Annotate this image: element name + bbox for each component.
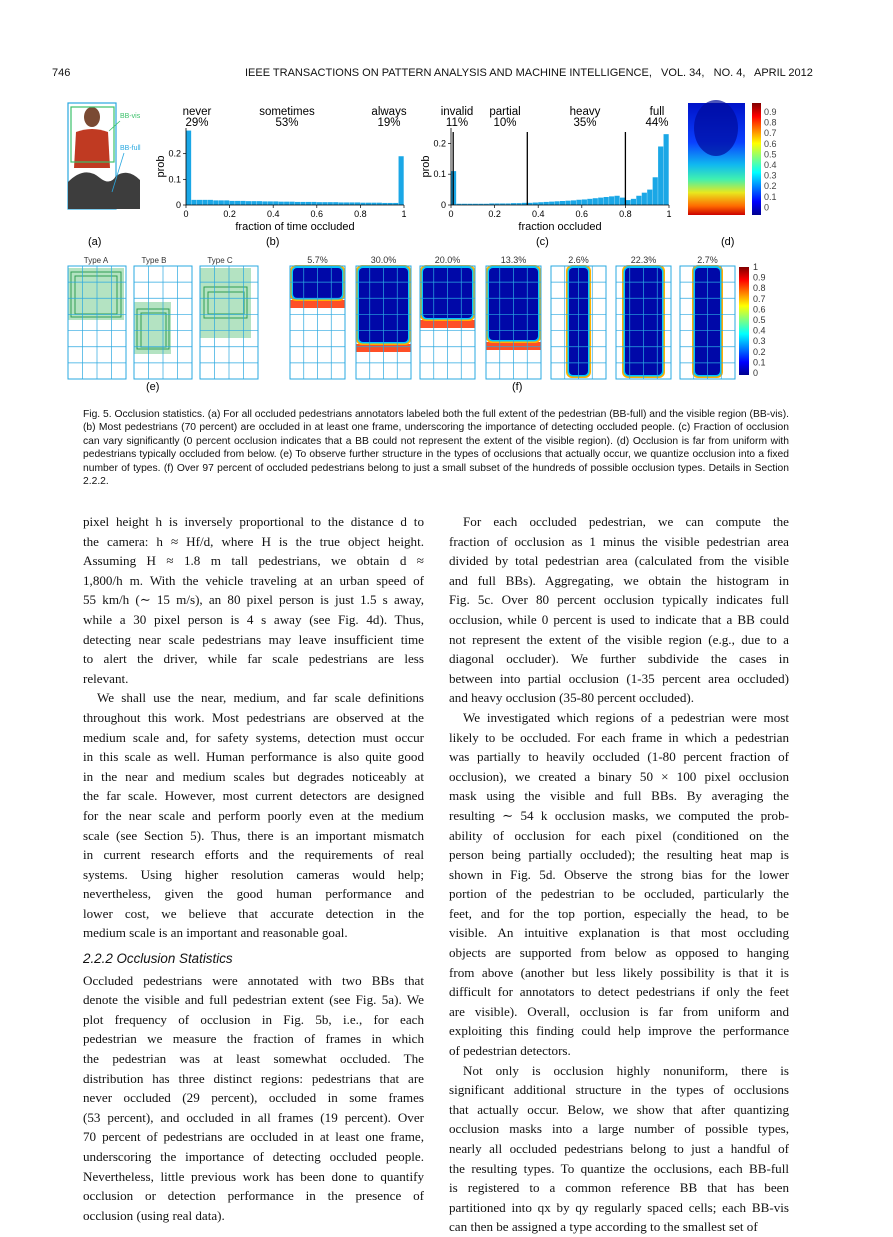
hist-bar bbox=[549, 202, 554, 205]
colorbar-tick-label: 0.6 bbox=[764, 138, 777, 149]
x-tick-label: 0.2 bbox=[223, 209, 236, 219]
hist-bar bbox=[284, 202, 289, 205]
text-line: plot frequency of occlusion in Fig. 5b, i.e., for each bbox=[83, 1011, 424, 1027]
region-name: full bbox=[649, 106, 665, 118]
x-tick-label: 0.4 bbox=[531, 209, 545, 219]
panel-f-label: (f) bbox=[512, 381, 523, 393]
hist-bar bbox=[560, 201, 565, 205]
text-line: portion of the pedestrian to be occluded, particularly the bbox=[449, 886, 789, 902]
text-line: We shall use the near, medium, and far scale definitions bbox=[97, 690, 424, 706]
y-axis-label: prob bbox=[155, 155, 167, 178]
region-name: always bbox=[371, 106, 407, 118]
hist-bar bbox=[279, 202, 284, 205]
region-name: never bbox=[182, 106, 212, 118]
x-tick-label: 0.2 bbox=[488, 209, 501, 219]
colorbar-tick-label: 0.8 bbox=[753, 283, 766, 294]
type-label: Type B bbox=[141, 256, 167, 265]
hist-bar bbox=[544, 202, 549, 205]
hist-bar bbox=[311, 202, 316, 205]
region-percent: 35% bbox=[573, 117, 597, 129]
text-line: likely to be occluded. For each frame in which a pedestrian bbox=[449, 729, 789, 745]
colorbar-tick-label: 0.3 bbox=[753, 336, 766, 347]
hist-bar bbox=[653, 177, 658, 205]
hist-bar bbox=[197, 200, 202, 205]
hist-bar bbox=[620, 198, 625, 205]
hist-bar bbox=[576, 200, 581, 205]
text-line: the camera: h ≈ Hf/d, where H is the true object height. bbox=[83, 533, 424, 549]
text-line: for the near scale and perform poorly even at the medium bbox=[83, 807, 424, 823]
y-tick-label: 0.2 bbox=[168, 148, 181, 159]
text-line: and heavy occlusion (35-80 percent occluded). bbox=[449, 690, 695, 706]
colorbar-tick-label: 1 bbox=[753, 262, 759, 272]
type-percent: 5.7% bbox=[307, 255, 328, 265]
panel-a-label: (a) bbox=[88, 236, 102, 248]
left-paragraph-3 bbox=[83, 971, 424, 1226]
text-line: to alert the driver, while far scale pedestrians are less bbox=[83, 651, 424, 667]
type-percent: 22.3% bbox=[630, 255, 657, 265]
text-line: significant additional structure in the types of occlusions bbox=[449, 1082, 789, 1098]
panel-e-types bbox=[68, 256, 258, 393]
region-name: heavy bbox=[569, 106, 601, 118]
text-line: pixel height h is inversely proportional to the distance d to bbox=[83, 514, 424, 529]
type-percent: 20.0% bbox=[434, 255, 461, 265]
x-tick-label: 0.8 bbox=[619, 209, 632, 219]
hist-bar bbox=[295, 202, 300, 205]
bb-full-label: BB-full bbox=[120, 145, 141, 152]
text-line: the far scale. However, most current detectors are designed bbox=[83, 788, 424, 804]
text-line: between into partial occlusion (1-35 percent area occluded) bbox=[449, 670, 789, 686]
region-percent: 10% bbox=[493, 117, 517, 129]
hist-bar bbox=[208, 200, 213, 205]
hist-bar bbox=[235, 201, 240, 205]
region-percent: 44% bbox=[645, 117, 669, 129]
y-axis-label: prob bbox=[420, 155, 432, 178]
hist-bar bbox=[317, 202, 322, 205]
colorbar-tick-label: 0.2 bbox=[764, 181, 777, 192]
text-line: in the near and medium scales but degrades noticeably at bbox=[83, 768, 424, 784]
hist-bar bbox=[322, 202, 327, 205]
figure-caption: Fig. 5. Occlusion statistics. (a) For all occluded pedestrians annotators labeled both the full extent of the pedestrian (BB-full) and the visible region (BB-vis). (b) Most pedestrians (70 percent) are occluded in at least one frame, underscoring the importance of detecting occluded people. (c) Fraction of occlusion can vary significantly (0 percent occlusion indicates that a BB could not represent the extent of the visible region). (d) Occlusion is far from uniform with pedestrians typically occluded from below. (e) To observe further structure in the types of occlusions that actually occur, we quantize occlusion into a fixed number of types. (f) Over 97 percent of occluded pedestrians belong to just a small subset of the hundreds of possible occlusion types. Details in Section 2.2.2. bbox=[83, 409, 789, 488]
hist-bar bbox=[230, 201, 235, 205]
left-paragraph-1 bbox=[83, 512, 424, 688]
text-line: throughout this work. Most pedestrians are observed at the bbox=[83, 709, 424, 725]
text-line: detecting near scale pedestrians may leave insufficient time bbox=[83, 631, 424, 647]
hist-bar bbox=[615, 196, 620, 205]
hist-bar bbox=[571, 200, 576, 205]
panel-d-label: (d) bbox=[721, 236, 735, 248]
text-line: fraction of occlusion as 1 minus the visible pedestrian area bbox=[449, 533, 789, 549]
hist-bar bbox=[246, 201, 251, 205]
text-line: in this scale as well. Human performance is also quite good bbox=[83, 749, 424, 765]
hist-bar bbox=[598, 198, 603, 205]
x-tick-label: 1 bbox=[401, 209, 407, 219]
text-line: medium scale and, for safety systems, detection must occur bbox=[83, 729, 424, 745]
right-column bbox=[449, 512, 789, 1237]
right-paragraph-2 bbox=[449, 708, 789, 1061]
colorbar-tick-label: 0.4 bbox=[753, 325, 766, 336]
text-line: from above (another but less likely possibility is that it is bbox=[449, 964, 789, 980]
hist-bar bbox=[333, 202, 338, 205]
panel-e-label: (e) bbox=[146, 381, 160, 393]
hist-bar bbox=[642, 193, 647, 205]
hist-bar bbox=[273, 201, 278, 205]
colorbar-tick-label: 0.9 bbox=[753, 272, 766, 283]
colorbar-d bbox=[752, 103, 761, 215]
y-tick-label: 0 bbox=[175, 200, 181, 210]
text-line: 70 percent of pedestrians are occluded in at least one frame, bbox=[83, 1129, 424, 1145]
colorbar-tick-label: 0.3 bbox=[764, 170, 777, 181]
panel-a bbox=[68, 103, 141, 248]
text-line: can then be assigned a type according to the smallest set of bbox=[449, 1219, 758, 1235]
hist-bar bbox=[191, 200, 196, 205]
text-line: Not only is occlusion highly nonuniform, there is bbox=[463, 1062, 789, 1078]
text-line: nevertheless, given the good human performance and bbox=[83, 886, 424, 902]
hist-bar bbox=[609, 196, 614, 205]
hist-bar bbox=[625, 200, 630, 205]
type-percent: 13.3% bbox=[500, 255, 527, 265]
region-percent: 53% bbox=[275, 117, 299, 129]
text-line: visible. An intuitive explanation is that most occluding bbox=[449, 925, 789, 941]
text-line: partitioned into qx by qy regularly spaced cells; each BB-vis bbox=[449, 1199, 789, 1215]
hist-bar bbox=[664, 134, 669, 205]
hist-bar bbox=[251, 201, 256, 205]
text-line: that actually occur. Below, we show that after quantizing bbox=[449, 1101, 789, 1117]
type-percent: 2.6% bbox=[568, 255, 589, 265]
colorbar-tick-label: 0 bbox=[764, 202, 770, 213]
x-tick-label: 0.6 bbox=[575, 209, 589, 219]
hist-bar bbox=[555, 201, 560, 205]
hist-bar bbox=[636, 196, 641, 205]
hist-bar bbox=[604, 197, 609, 205]
colorbar-tick-label: 0.1 bbox=[753, 357, 766, 368]
x-tick-label: 0.4 bbox=[266, 209, 280, 219]
text-line: exploiting this finding could help improve the performance bbox=[449, 1023, 789, 1039]
hist-bar bbox=[647, 190, 652, 205]
colorbar-tick-label: 0.5 bbox=[753, 315, 766, 325]
text-line: medium scale is an important and reasonable goal. bbox=[83, 925, 348, 941]
region-percent: 11% bbox=[445, 117, 469, 129]
colorbar-f bbox=[739, 267, 749, 375]
hist-bar bbox=[202, 200, 207, 205]
text-line: For each occluded pedestrian, we can compute the bbox=[463, 514, 789, 529]
right-paragraph-3 bbox=[449, 1061, 789, 1237]
visible-region bbox=[134, 302, 171, 354]
panel-f-occlusion-types bbox=[290, 255, 766, 393]
page-number: 746 bbox=[52, 67, 71, 79]
hist-bar bbox=[224, 200, 229, 205]
section-title: 2.2.2 Occlusion Statistics bbox=[83, 951, 233, 967]
hist-bar bbox=[631, 199, 636, 205]
colorbar-tick-label: 0.2 bbox=[753, 346, 766, 357]
colorbar-tick-label: 0.7 bbox=[764, 128, 777, 139]
type-label: Type C bbox=[207, 256, 233, 265]
text-line: the pedestrian was at least somewhat occluded. The bbox=[83, 1051, 424, 1067]
hist-bar bbox=[399, 156, 404, 205]
text-line: Fig. 5c. Over 80 percent occlusion typically indicates full bbox=[449, 592, 789, 608]
colorbar-tick-label: 0.6 bbox=[753, 304, 766, 315]
text-line: in current research efforts and the requirements of real bbox=[83, 847, 424, 863]
pedestrian-head bbox=[84, 107, 100, 127]
x-axis-label: fraction occluded bbox=[518, 221, 602, 233]
text-line: divided by total pedestrian area (calculated from the visible bbox=[449, 553, 789, 569]
panel-c-label: (c) bbox=[536, 236, 549, 248]
y-tick-label: 0.1 bbox=[433, 169, 446, 180]
text-line: person being partially occluded); the resulting heat map is bbox=[449, 847, 789, 863]
text-line: underscoring the importance of detecting occluded people. bbox=[83, 1149, 424, 1164]
running-header: IEEE TRANSACTIONS ON PATTERN ANALYSIS AND MACHINE INTELLIGENCE, VOL. 34, NO. 4, APRIL 2012 bbox=[245, 67, 813, 79]
x-tick-label: 1 bbox=[666, 209, 672, 219]
colorbar-tick-label: 0.1 bbox=[764, 191, 777, 202]
text-line: not represent the extent of the visible region (e.g., due to a bbox=[449, 631, 789, 647]
hist-bar bbox=[658, 146, 663, 205]
text-line: (53 percent), and occluded in all frames (19 percent). Over bbox=[83, 1109, 424, 1125]
text-line: feet, and for the top portion, especially the head, to be bbox=[449, 905, 789, 921]
hist-bar bbox=[300, 202, 305, 205]
x-tick-label: 0.6 bbox=[310, 209, 324, 219]
text-line: of pedestrian detectors. bbox=[449, 1043, 571, 1059]
hist-bar bbox=[587, 199, 592, 205]
hist-bar bbox=[262, 201, 267, 205]
text-line: occlusion or detection performance in the presence of bbox=[83, 1188, 424, 1204]
colorbar-tick-label: 0.9 bbox=[764, 107, 777, 117]
y-tick-label: 0 bbox=[440, 200, 446, 210]
region-name: invalid bbox=[440, 106, 474, 118]
text-line: 55 km/h (∼ 15 m/s), an 80 pixel person is just 1.5 s away, bbox=[83, 592, 424, 608]
hist-bar bbox=[219, 200, 224, 205]
left-column bbox=[83, 512, 424, 1225]
region-percent: 29% bbox=[185, 117, 209, 129]
text-line: pedestrian we measure the fraction of frames in which bbox=[83, 1031, 424, 1047]
type-percent: 2.7% bbox=[697, 255, 718, 265]
y-tick-label: 0.2 bbox=[433, 138, 446, 149]
text-line: resulting ∼ 54 k occlusion masks, we computed the prob- bbox=[449, 807, 789, 823]
text-line: systems. Using higher resolution cameras would help; bbox=[83, 866, 424, 882]
text-line: denote the visible and full pedestrian extent (see Fig. 5a). We bbox=[83, 992, 424, 1008]
panel-c-histogram bbox=[420, 106, 672, 248]
hist-bar bbox=[257, 201, 262, 205]
x-axis-label: fraction of time occluded bbox=[235, 221, 355, 233]
hist-bar bbox=[241, 201, 246, 205]
hist-bar bbox=[538, 202, 543, 205]
text-line: occlusion), we created a binary 50 × 100 pixel occlusion bbox=[449, 768, 789, 784]
text-line: ability of occlusion for each pixel (conditioned on the bbox=[449, 827, 789, 843]
hist-bar bbox=[290, 202, 295, 205]
panel-d-heatmap bbox=[688, 100, 777, 248]
colorbar-tick-label: 0.4 bbox=[764, 160, 777, 170]
text-line: diagonal occluder). We further subdivide the cases in bbox=[449, 651, 789, 667]
bb-vis-label: BB-vis bbox=[120, 113, 141, 120]
text-line: Occluded pedestrians were annotated with two BBs that bbox=[83, 972, 424, 988]
hist-bar bbox=[186, 131, 191, 205]
region-percent: 19% bbox=[377, 117, 401, 129]
colorbar-tick-label: 0 bbox=[753, 368, 759, 378]
text-line: relevant. bbox=[83, 670, 129, 686]
hist-bar bbox=[328, 202, 333, 205]
x-tick-label: 0 bbox=[448, 209, 454, 219]
hist-bar bbox=[268, 201, 273, 205]
hist-bar bbox=[213, 200, 218, 205]
hist-bar bbox=[582, 199, 587, 205]
text-line: the resulting types. To quantize the occlusions, each BB-full bbox=[449, 1160, 789, 1176]
text-line: is registered to a common reference BB that has been bbox=[449, 1180, 789, 1196]
text-line: distribution has three distinct regions: pedestrians that are bbox=[83, 1070, 424, 1086]
text-line: and full BBs). Aggregating, we obtain the histogram in bbox=[449, 572, 789, 588]
text-line: 1,800/h m. With the vehicle traveling at an urban speed of bbox=[83, 572, 424, 588]
text-line: was partially to heavily occluded (1-80 percent fraction of bbox=[449, 749, 789, 765]
colorbar-tick-label: 0.7 bbox=[753, 293, 766, 304]
text-line: mask using the visible and full BBs. By averaging the bbox=[449, 788, 789, 804]
text-line: We investigated which regions of a pedestrian were most bbox=[463, 709, 789, 725]
text-line: nearly all occluded pedestrians belong to just a handful of bbox=[449, 1141, 789, 1156]
left-paragraph-2 bbox=[83, 688, 424, 943]
text-line: never occluded (29 percent), occluded in some frames bbox=[83, 1090, 424, 1106]
text-line: objects are supported from below as opposed to hanging bbox=[449, 945, 789, 961]
text-line: Nevertheless, little previous work has been done to quantify bbox=[83, 1168, 424, 1184]
text-line: difficult for annotators to detect pedestrians if only the feet bbox=[449, 984, 789, 1000]
hist-bar bbox=[306, 202, 311, 205]
hist-bar bbox=[565, 201, 570, 205]
type-percent: 30.0% bbox=[370, 255, 397, 265]
region-name: partial bbox=[489, 106, 521, 118]
text-line: are visible). Overall, occlusion is far from uniform and bbox=[449, 1003, 789, 1019]
text-line: lower cost, we believe that accurate detection in the bbox=[83, 905, 424, 921]
y-tick-label: 0.1 bbox=[168, 174, 181, 185]
colorbar-tick-label: 0.8 bbox=[764, 117, 777, 128]
text-line: shown in Fig. 5d. Observe the strong bias for the lower bbox=[449, 866, 789, 882]
x-tick-label: 0.8 bbox=[354, 209, 367, 219]
type-label: Type A bbox=[83, 256, 109, 265]
right-paragraph-1 bbox=[449, 512, 789, 708]
text-line: Assuming H ≈ 1.8 m tall pedestrians, we obtain d ≈ bbox=[83, 553, 424, 569]
text-line: occlusion masks into a large number of possible types, bbox=[449, 1121, 789, 1137]
colorbar-tick-label: 0.5 bbox=[764, 149, 777, 160]
text-line: occlusion, while 0 percent is used to indicate that a BB could bbox=[449, 611, 789, 627]
x-tick-label: 0 bbox=[183, 209, 189, 219]
region-name: sometimes bbox=[259, 106, 315, 118]
panel-b-label: (b) bbox=[266, 236, 280, 248]
hist-bar bbox=[593, 198, 598, 205]
figure-5 bbox=[0, 95, 893, 400]
panel-b-histogram bbox=[155, 106, 407, 248]
text-line: while a 30 pixel person is 4 s away (see Fig. 4d). Thus, bbox=[83, 611, 424, 627]
text-line: occlusion (using real data). bbox=[83, 1207, 225, 1223]
text-line: scale (see Section 5). Thus, there is an important mismatch bbox=[83, 827, 424, 843]
